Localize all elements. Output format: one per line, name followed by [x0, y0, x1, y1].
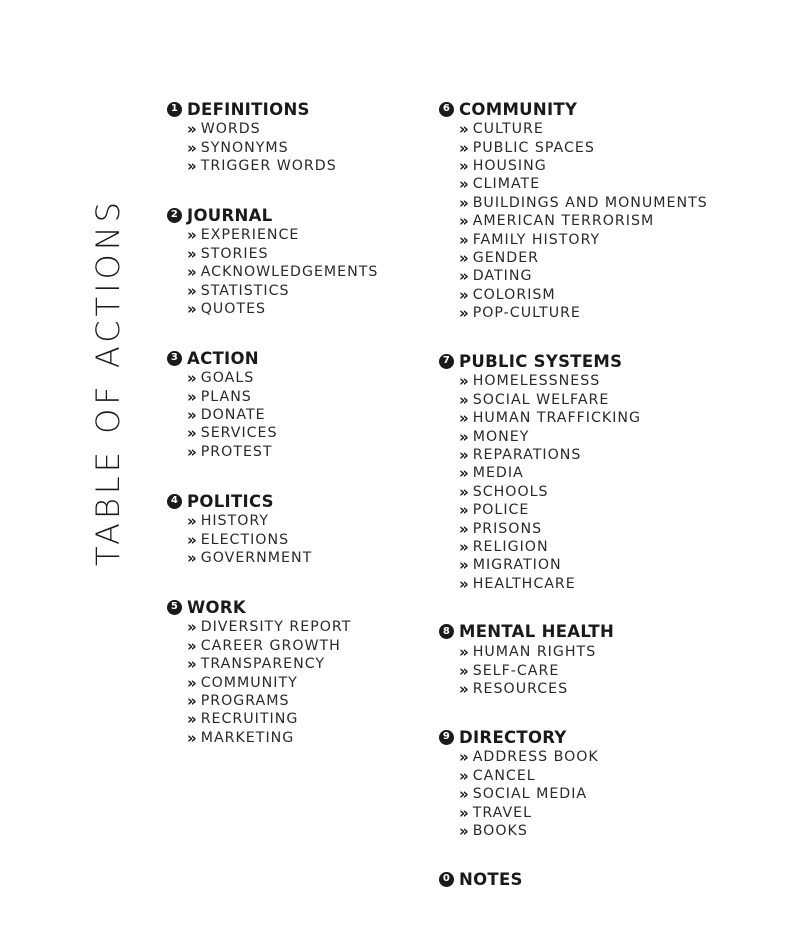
section-heading[interactable] [439, 98, 799, 120]
section-items [167, 120, 417, 175]
chevron-double-right-icon: » [187, 406, 198, 425]
list-item[interactable]: » HOUSING [459, 156, 547, 175]
section-heading[interactable] [439, 350, 799, 372]
chevron-double-right-icon: » [459, 372, 470, 391]
chevron-double-right-icon: » [187, 424, 198, 443]
toc-section-action [167, 347, 417, 461]
section-title: POLITICS [187, 491, 274, 511]
section-heading[interactable] [167, 98, 417, 120]
section-title: ACTION [187, 348, 259, 368]
chevron-double-right-icon: » [459, 248, 470, 267]
chevron-double-right-icon: » [459, 138, 470, 157]
list-item[interactable]: » WORDS [187, 120, 261, 139]
list-item[interactable]: » CLIMATE [459, 175, 541, 194]
number-badge: 4 [167, 494, 182, 509]
list-item[interactable]: » POP-CULTURE [459, 304, 581, 323]
section-items [439, 120, 799, 322]
chevron-double-right-icon: » [459, 212, 470, 231]
list-item[interactable]: » ADDRESS BOOK [459, 748, 599, 767]
section-heading[interactable] [167, 347, 417, 369]
list-item[interactable]: » GENDER [459, 248, 540, 267]
number-badge: 5 [167, 600, 182, 615]
chevron-double-right-icon: » [187, 138, 198, 157]
section-items [167, 618, 417, 747]
list-item[interactable]: » EXPERIENCE [187, 226, 300, 245]
number-badge: 0 [439, 872, 454, 887]
section-title: DEFINITIONS [187, 99, 310, 119]
chevron-double-right-icon: » [459, 482, 470, 501]
list-item[interactable]: » POLICE [459, 501, 530, 520]
chevron-double-right-icon: » [459, 766, 470, 785]
list-item[interactable]: » PROTEST [187, 442, 273, 461]
list-item[interactable]: » HUMAN RIGHTS [459, 643, 597, 662]
toc-right-column [439, 98, 799, 890]
chevron-double-right-icon: » [459, 643, 470, 662]
list-item[interactable]: » RECRUITING [187, 710, 299, 729]
chevron-double-right-icon: » [459, 538, 470, 556]
list-item[interactable]: » TRAVEL [459, 803, 533, 822]
section-items [439, 643, 799, 698]
list-item[interactable]: » DIVERSITY REPORT [187, 618, 352, 637]
chevron-double-right-icon: » [459, 427, 470, 446]
list-item[interactable]: » RELIGION [459, 538, 549, 556]
chevron-double-right-icon: » [459, 501, 470, 520]
list-item[interactable]: » PLANS [187, 387, 252, 406]
chevron-double-right-icon: » [459, 390, 470, 409]
toc-section-journal [167, 204, 417, 318]
section-title: JOURNAL [187, 205, 273, 225]
chevron-double-right-icon: » [187, 728, 198, 747]
chevron-double-right-icon: » [187, 512, 198, 531]
list-item[interactable]: » SYNONYMS [187, 138, 289, 157]
chevron-double-right-icon: » [459, 785, 470, 804]
list-item[interactable]: » TRIGGER WORDS [187, 156, 337, 175]
list-item[interactable]: » STORIES [187, 244, 269, 263]
number-badge: 7 [439, 354, 454, 369]
section-title: DIRECTORY [459, 727, 567, 747]
chevron-double-right-icon: » [187, 369, 198, 388]
toc-section-work [167, 596, 417, 747]
toc-left-column [167, 98, 417, 747]
toc-section-mental-health [439, 621, 799, 698]
list-item[interactable]: » BUILDINGS AND MONUMENTS [459, 193, 708, 212]
section-title: COMMUNITY [459, 99, 578, 119]
list-item[interactable]: » GOVERNMENT [187, 549, 313, 568]
chevron-double-right-icon: » [187, 655, 198, 674]
list-item[interactable]: » FAMILY HISTORY [459, 230, 601, 249]
number-badge: 3 [167, 351, 182, 366]
chevron-double-right-icon: » [459, 230, 470, 249]
chevron-double-right-icon: » [187, 442, 198, 461]
section-items [439, 372, 799, 593]
chevron-double-right-icon: » [459, 193, 470, 212]
section-title: MENTAL HEALTH [459, 622, 615, 642]
list-item[interactable]: » BOOKS [459, 821, 528, 840]
toc-section-politics [167, 490, 417, 567]
chevron-double-right-icon: » [187, 636, 198, 655]
chevron-double-right-icon: » [187, 226, 198, 245]
list-item[interactable]: » SCHOOLS [459, 482, 549, 501]
list-item[interactable]: » RESOURCES [459, 679, 569, 698]
list-item[interactable]: » AMERICAN TERRORISM [459, 212, 655, 231]
number-badge: 8 [439, 624, 454, 639]
chevron-double-right-icon: » [459, 304, 470, 323]
toc-section-public-systems [439, 350, 799, 593]
list-item[interactable]: » CULTURE [459, 120, 544, 139]
list-item[interactable]: » HOMELESSNESS [459, 372, 601, 391]
list-item[interactable]: » TRANSPARENCY [187, 655, 326, 674]
list-item[interactable]: » GOALS [187, 369, 255, 388]
section-items [167, 369, 417, 461]
section-heading[interactable] [167, 204, 417, 226]
list-item[interactable]: » SELF-CARE [459, 661, 560, 680]
list-item[interactable]: » CAREER GROWTH [187, 636, 341, 655]
list-item[interactable]: » DATING [459, 267, 533, 286]
chevron-double-right-icon: » [187, 618, 198, 637]
list-item[interactable]: » MONEY [459, 427, 530, 446]
list-item[interactable]: » PROGRAMS [187, 692, 290, 710]
chevron-double-right-icon: » [187, 387, 198, 406]
list-item[interactable]: » COLORISM [459, 285, 556, 304]
chevron-double-right-icon: » [459, 267, 470, 286]
list-item[interactable]: » REPARATIONS [459, 446, 582, 465]
section-items [167, 226, 417, 318]
list-item[interactable]: » QUOTES [187, 299, 267, 318]
list-item[interactable]: » HISTORY [187, 512, 270, 531]
chevron-double-right-icon: » [459, 519, 470, 538]
chevron-double-right-icon: » [187, 156, 198, 175]
section-heading[interactable] [167, 490, 417, 512]
section-heading[interactable] [439, 868, 799, 890]
chevron-double-right-icon: » [459, 748, 470, 767]
section-heading[interactable] [439, 726, 799, 748]
chevron-double-right-icon: » [187, 120, 198, 139]
chevron-double-right-icon: » [187, 299, 198, 318]
toc-section-definitions [167, 98, 417, 175]
list-item[interactable]: » ELECTIONS [187, 530, 290, 549]
section-heading[interactable] [439, 621, 799, 643]
chevron-double-right-icon: » [187, 263, 198, 282]
list-item[interactable]: » MIGRATION [459, 556, 562, 575]
chevron-double-right-icon: » [459, 120, 470, 139]
chevron-double-right-icon: » [187, 673, 198, 692]
list-item[interactable]: » PUBLIC SPACES [459, 138, 595, 157]
list-item[interactable]: » MARKETING [187, 728, 295, 747]
list-item[interactable]: » SOCIAL MEDIA [459, 785, 588, 804]
list-item[interactable]: » PRISONS [459, 519, 543, 538]
chevron-double-right-icon: » [459, 679, 470, 698]
chevron-double-right-icon: » [187, 244, 198, 263]
section-items [439, 748, 799, 840]
list-item[interactable]: » SOCIAL WELFARE [459, 390, 610, 409]
chevron-double-right-icon: » [459, 556, 470, 575]
chevron-double-right-icon: » [187, 710, 198, 729]
section-title: NOTES [459, 869, 523, 889]
toc-section-notes [439, 868, 799, 890]
list-item[interactable]: » CANCEL [459, 766, 536, 785]
number-badge: 6 [439, 102, 454, 117]
list-item[interactable]: » HEALTHCARE [459, 574, 576, 593]
list-item[interactable]: » MEDIA [459, 464, 524, 483]
chevron-double-right-icon: » [459, 464, 470, 483]
chevron-double-right-icon: » [459, 285, 470, 304]
chevron-double-right-icon: » [459, 803, 470, 822]
list-item[interactable]: » HUMAN TRAFFICKING [459, 409, 641, 428]
number-badge: 9 [439, 730, 454, 745]
chevron-double-right-icon: » [459, 661, 470, 680]
chevron-double-right-icon: » [459, 175, 470, 194]
chevron-double-right-icon: » [459, 156, 470, 175]
chevron-double-right-icon: » [459, 821, 470, 840]
list-item[interactable]: » COMMUNITY [187, 673, 298, 692]
chevron-double-right-icon: » [187, 281, 198, 300]
list-item[interactable]: » STATISTICS [187, 281, 290, 300]
chevron-double-right-icon: » [459, 574, 470, 593]
chevron-double-right-icon: » [187, 549, 198, 568]
list-item[interactable]: » SERVICES [187, 424, 278, 443]
chevron-double-right-icon: » [459, 446, 470, 465]
list-item[interactable]: » ACKNOWLEDGEMENTS [187, 263, 379, 282]
chevron-double-right-icon: » [459, 409, 470, 428]
section-heading[interactable] [167, 596, 417, 618]
toc-section-directory [439, 726, 799, 840]
page-title: TABLE OF ACTIONS [89, 198, 127, 566]
number-badge: 1 [167, 102, 182, 117]
toc-section-community [439, 98, 799, 322]
chevron-double-right-icon: » [187, 692, 198, 710]
list-item[interactable]: » DONATE [187, 406, 266, 425]
section-title: WORK [187, 597, 246, 617]
number-badge: 2 [167, 208, 182, 223]
section-title: PUBLIC SYSTEMS [459, 351, 623, 371]
section-items [167, 512, 417, 567]
chevron-double-right-icon: » [187, 530, 198, 549]
